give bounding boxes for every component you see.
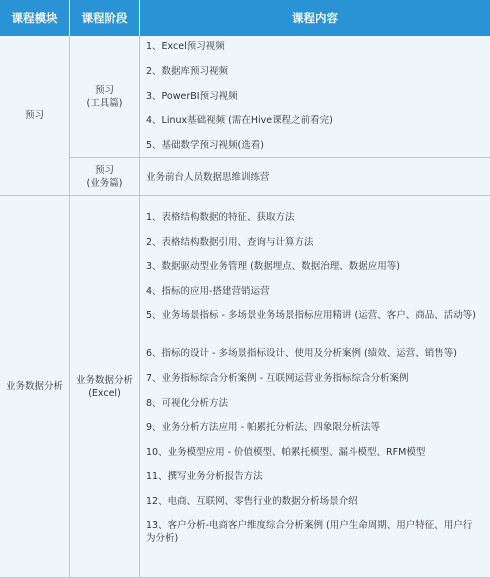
stage-name-line: 预习 [94,164,114,176]
stage-name-line: (Excel) [88,387,121,399]
list-item: 5、基础数学预习视频(选看) [146,140,264,151]
module-cell-business [0,196,70,578]
stage-cell-preview-tools [70,36,140,158]
list-item: 4、指标的应用-搭建营销运营 [146,286,270,297]
header-content: 课程内容 [140,0,490,36]
list-item: 8、可视化分析方法 [146,398,229,409]
list-item: 10、业务模型应用 - 价值模型、帕累托模型、漏斗模型、RFM模型 [146,447,426,458]
list-item: 11、撰写业务分析报告方法 [146,471,263,482]
header-module: 课程模块 [0,0,70,36]
list-item: 1、表格结构数据的特征、获取方法 [146,212,295,223]
list-item: 13、客户分析-电商客户维度综合分析案例 (用户生命周期、用户特征、用户行为分析) [146,520,473,544]
list-item: 4、Linux基础视频 (需在Hive课程之前看完) [146,115,333,126]
list-item: 7、业务指标综合分析案例 - 互联网运营业务指标综合分析案例 [146,373,409,384]
stage-cell-business-excel [70,196,140,578]
list-item: 1、Excel预习视频 [146,41,225,52]
header-stage: 课程阶段 [70,0,140,36]
list-item: 业务前台人员数据思维训练营 [146,172,270,183]
list-item: 9、业务分析方法应用 - 帕累托分析法、四象限分析法等 [146,422,381,433]
stage-cell-preview-business [70,158,140,196]
list-item: 5、业务场景指标 - 多场景业务场景指标应用精讲 (运营、客户、商品、活动等) [146,310,476,321]
list-item: 3、数据驱动型业务管理 (数据埋点、数据治理、数据应用等) [146,261,400,272]
module-name: 业务数据分析 [5,381,63,392]
list-item: 2、数据库预习视频 [146,66,229,77]
list-item: 12、电商、互联网、零售行业的数据分析场景介绍 [146,496,358,507]
stage-name-line: 业务数据分析 [75,374,133,386]
stage-name-line: (工具篇) [86,97,123,109]
list-item: 2、表格结构数据引用、查询与计算方法 [146,237,314,248]
list-item: 3、PowerBI预习视频 [146,91,238,102]
list-item: 6、指标的设计 - 多场景指标设计、使用及分析案例 (绩效、运营、销售等) [146,348,457,359]
stage-name-line: 预习 [94,84,114,96]
module-name: 预习 [24,110,44,121]
module-cell-preview [0,36,70,196]
stage-name-line: (业务篇) [86,177,123,189]
